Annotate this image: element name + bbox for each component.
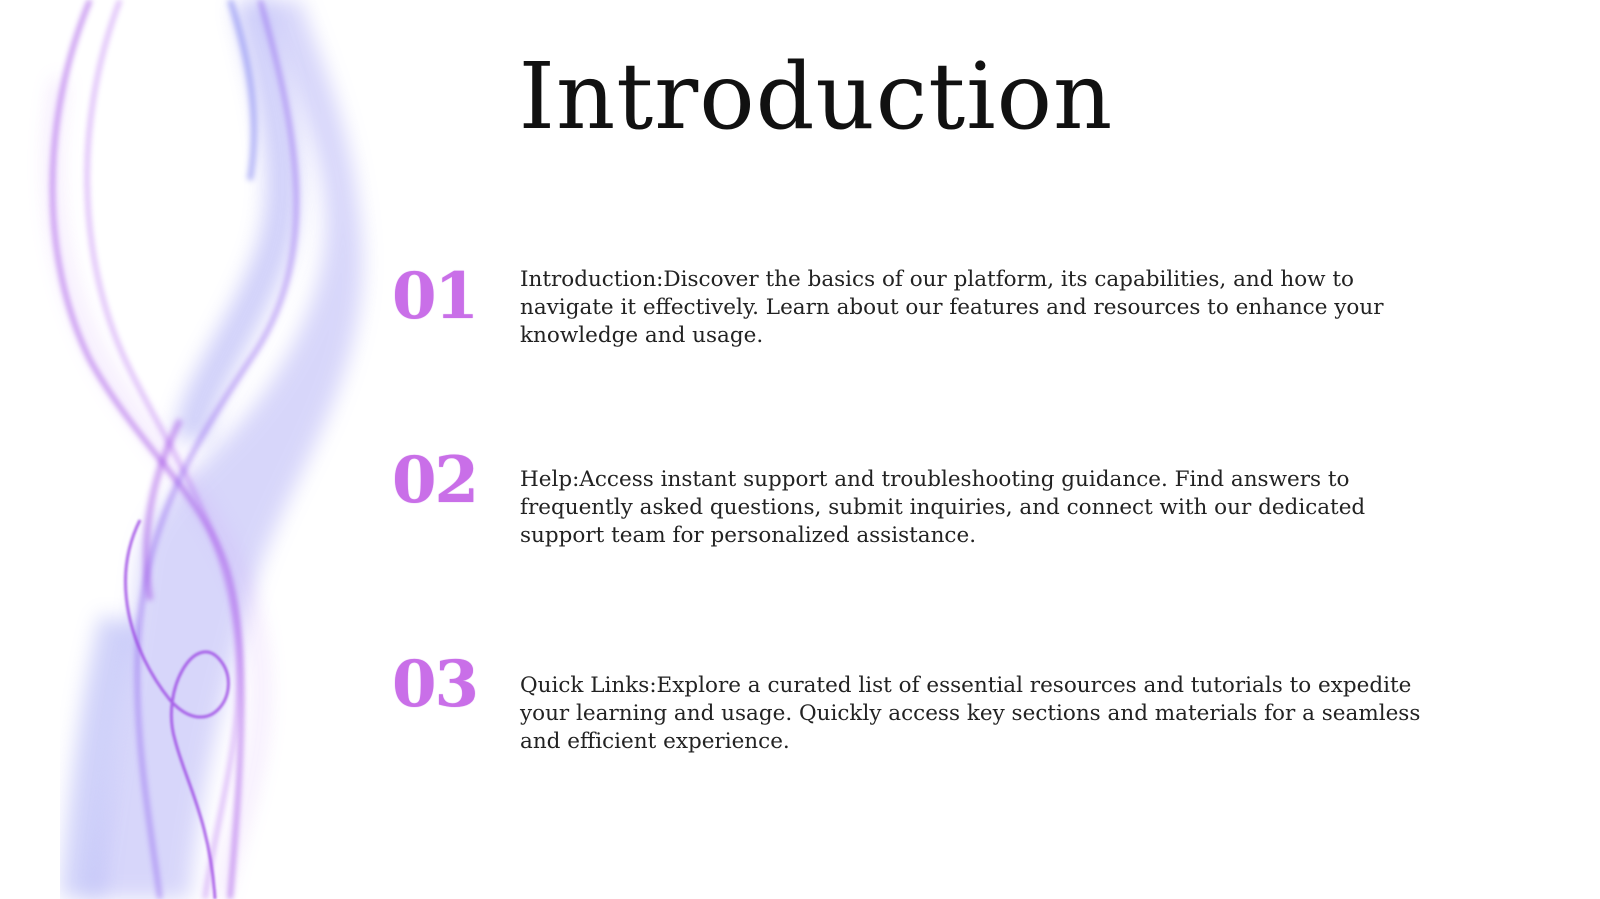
item-number: 03 — [392, 647, 478, 722]
list-item — [392, 259, 1452, 372]
item-description: Introduction:Discover the basics of our platform, its capabilities, and how to navigate it effectively. Learn about our features and resources to enhance your knowledge and usage. — [520, 267, 1384, 348]
item-number: 02 — [392, 443, 478, 518]
item-number: 01 — [392, 259, 478, 334]
list-item — [392, 443, 1452, 556]
item-description: Help:Access instant support and troubleshooting guidance. Find answers to frequently asked questions, submit inquiries, and connect with our dedicated support team for personalized assistance. — [520, 467, 1366, 548]
item-description: Quick Links:Explore a curated list of essential resources and tutorials to expedite your learning and usage. Quickly access key sections and materials for a seamless and efficient experience. — [520, 673, 1421, 754]
list-item — [392, 647, 1452, 760]
page-title: Introduction — [518, 43, 1114, 150]
